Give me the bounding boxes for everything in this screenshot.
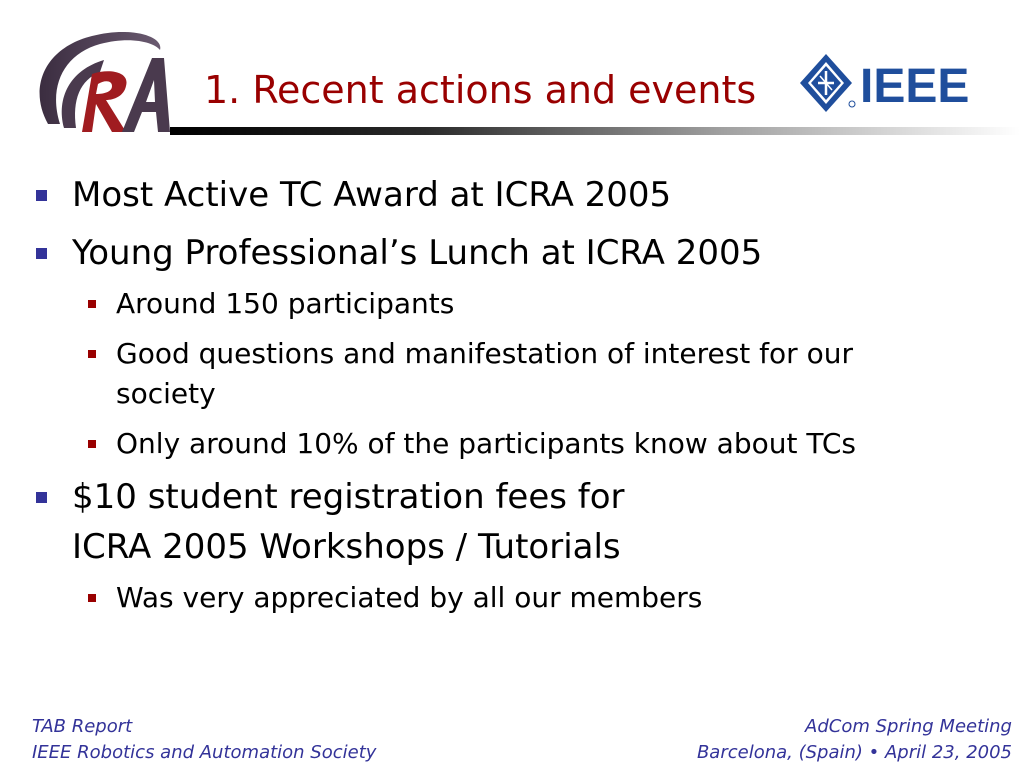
ieee-logo-wordmark: IEEE bbox=[860, 60, 970, 113]
sub-bullet-text: Only around 10% of the participants know about TCs bbox=[116, 427, 856, 460]
sub-bullet-text: Was very appreciated by all our members bbox=[116, 581, 703, 614]
sub-bullet-text-continued: society bbox=[116, 377, 216, 410]
sub-bullet-square-icon bbox=[88, 350, 96, 358]
bullet-text: $10 student registration fees for bbox=[72, 477, 625, 517]
footer-meeting-name: AdCom Spring Meeting bbox=[805, 716, 1012, 737]
footer-location-date: Barcelona, (Spain) • April 23, 2005 bbox=[696, 742, 1012, 763]
bullet-text: Young Professional’s Lunch at ICRA 2005 bbox=[72, 233, 763, 273]
footer-right bbox=[697, 714, 1012, 766]
sub-bullet-text: Around 150 participants bbox=[116, 287, 455, 320]
bullet-square-icon bbox=[36, 190, 47, 201]
footer-report-name: TAB Report bbox=[32, 716, 133, 737]
sub-bullet-square-icon bbox=[88, 594, 96, 602]
bullet-text-continued: ICRA 2005 Workshops / Tutorials bbox=[72, 527, 621, 567]
bullet-square-icon bbox=[36, 492, 47, 503]
footer-left bbox=[32, 714, 376, 766]
bullet-square-icon bbox=[36, 248, 47, 259]
sub-bullet-text: Good questions and manifestation of interest for our bbox=[116, 337, 853, 370]
footer-society-name: IEEE Robotics and Automation Society bbox=[32, 742, 377, 763]
sub-bullet-square-icon bbox=[88, 440, 96, 448]
sub-bullet-square-icon bbox=[88, 300, 96, 308]
bullet-text: Most Active TC Award at ICRA 2005 bbox=[72, 175, 672, 215]
slide-title: 1. Recent actions and events bbox=[204, 68, 757, 112]
